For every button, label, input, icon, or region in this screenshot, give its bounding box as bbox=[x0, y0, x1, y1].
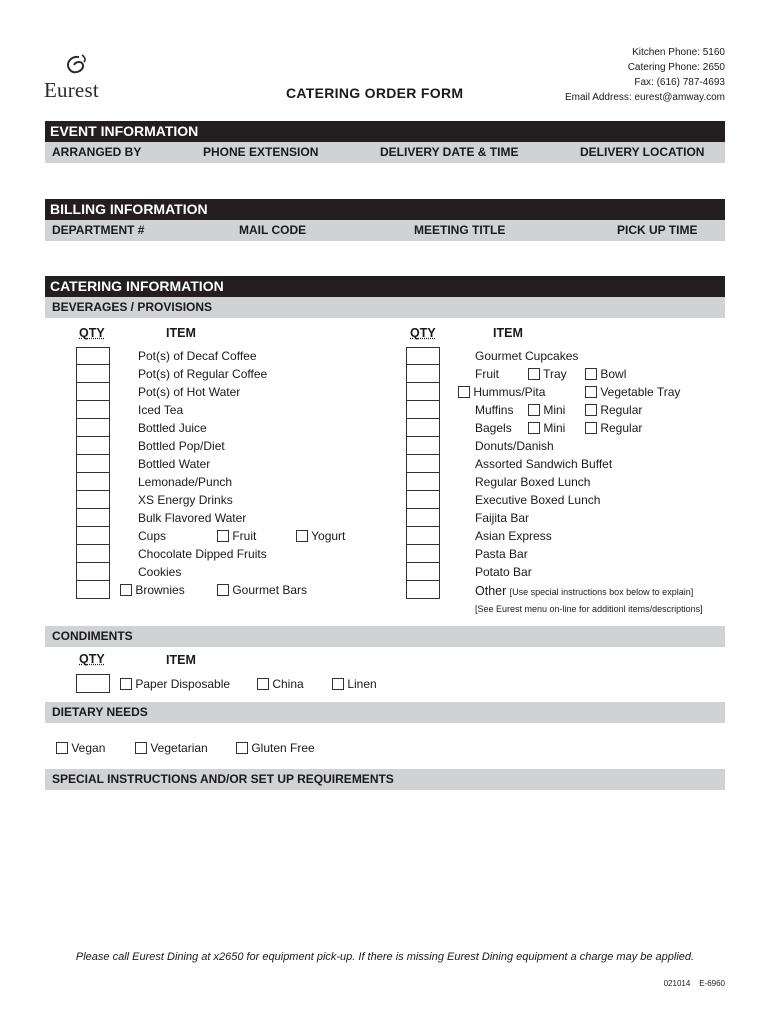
dietary-bar bbox=[45, 702, 725, 723]
checkbox[interactable] bbox=[585, 368, 597, 380]
meeting-title-label: MEETING TITLE bbox=[414, 223, 506, 237]
qty-header-right: QTY bbox=[410, 326, 436, 340]
list-item: Gourmet Cupcakes bbox=[475, 349, 579, 363]
list-item: Lemonade/Punch bbox=[138, 475, 233, 489]
item-header-right: ITEM bbox=[493, 326, 523, 340]
gourmet-bars-option[interactable] bbox=[217, 581, 307, 599]
qty-input[interactable] bbox=[76, 437, 110, 455]
checkbox[interactable] bbox=[217, 584, 229, 596]
list-item: Bulk Flavored Water bbox=[138, 511, 247, 525]
brownies-label: Brownies bbox=[135, 583, 185, 597]
bagels-mini-option[interactable] bbox=[528, 419, 565, 437]
list-item: Pot(s) of Decaf Coffee bbox=[138, 349, 257, 363]
qty-input[interactable] bbox=[406, 383, 440, 401]
list-item: Bottled Juice bbox=[138, 421, 207, 435]
qty-input[interactable] bbox=[76, 365, 110, 383]
left-qty-column bbox=[76, 347, 110, 599]
qty-input[interactable] bbox=[406, 419, 440, 437]
checkbox[interactable] bbox=[120, 584, 132, 596]
linen-label: Linen bbox=[347, 677, 377, 691]
fax: Fax: (616) 787-4693 bbox=[634, 77, 725, 88]
vegetarian-label: Vegetarian bbox=[150, 741, 208, 755]
qty-input[interactable] bbox=[76, 491, 110, 509]
other-label: Other bbox=[475, 584, 507, 598]
qty-input[interactable] bbox=[76, 401, 110, 419]
qty-input[interactable] bbox=[76, 383, 110, 401]
china-label: China bbox=[272, 677, 304, 691]
fruit-tray-option[interactable] bbox=[528, 365, 567, 383]
vegan-label: Vegan bbox=[71, 741, 106, 755]
china-option[interactable] bbox=[257, 677, 304, 691]
qty-input[interactable] bbox=[406, 509, 440, 527]
gluten-free-option[interactable] bbox=[236, 741, 315, 755]
delivery-date-time-label: DELIVERY DATE & TIME bbox=[380, 145, 519, 159]
veg-tray-option[interactable] bbox=[585, 383, 680, 401]
condiments-bar bbox=[45, 626, 725, 647]
list-item: Executive Boxed Lunch bbox=[475, 493, 601, 507]
kitchen-phone: Kitchen Phone: 5160 bbox=[632, 47, 725, 58]
qty-input[interactable] bbox=[76, 545, 110, 563]
qty-input[interactable] bbox=[76, 563, 110, 581]
qty-input[interactable] bbox=[406, 545, 440, 563]
condiments-item-header: ITEM bbox=[166, 653, 196, 667]
special-instructions-bar bbox=[45, 769, 725, 790]
form-title: CATERING ORDER FORM bbox=[286, 85, 464, 101]
list-item: Donuts/Danish bbox=[475, 439, 554, 453]
qty-input[interactable] bbox=[76, 509, 110, 527]
vegetarian-option[interactable] bbox=[135, 741, 208, 755]
list-item: Pot(s) of Hot Water bbox=[138, 385, 241, 399]
checkbox[interactable] bbox=[56, 742, 68, 754]
event-section-header: EVENT INFORMATION bbox=[45, 121, 725, 142]
form-code bbox=[664, 979, 725, 988]
list-item: Cups bbox=[138, 529, 167, 543]
qty-input[interactable] bbox=[76, 527, 110, 545]
list-item: Pot(s) of Regular Coffee bbox=[138, 367, 268, 381]
qty-input[interactable] bbox=[406, 527, 440, 545]
qty-input[interactable] bbox=[406, 401, 440, 419]
email-address: Email Address: eurest@amway.com bbox=[564, 92, 725, 103]
qty-header-left: QTY bbox=[79, 326, 105, 340]
checkbox[interactable] bbox=[458, 386, 470, 398]
qty-input[interactable] bbox=[406, 473, 440, 491]
checkbox[interactable] bbox=[585, 422, 597, 434]
pick-up-time-label: PICK UP TIME bbox=[617, 223, 698, 237]
logo-text: Eurest bbox=[44, 78, 99, 102]
checkbox[interactable] bbox=[217, 530, 229, 542]
list-item: Cookies bbox=[138, 565, 182, 579]
fruit-tray-label: Tray bbox=[543, 367, 567, 381]
checkbox[interactable] bbox=[120, 678, 132, 690]
qty-input[interactable] bbox=[76, 419, 110, 437]
contact-info bbox=[565, 45, 725, 105]
cups-yogurt-option[interactable] bbox=[296, 527, 345, 545]
vegan-option[interactable] bbox=[56, 741, 105, 755]
bagels-regular-option[interactable] bbox=[585, 419, 642, 437]
item-header-left: ITEM bbox=[166, 326, 196, 340]
beverages-bar bbox=[45, 297, 725, 318]
bagels-regular-label: Regular bbox=[600, 421, 643, 435]
list-item: Chocolate Dipped Fruits bbox=[138, 547, 267, 561]
hummus-label: Hummus/Pita bbox=[473, 385, 546, 399]
qty-input[interactable] bbox=[76, 347, 110, 365]
qty-input[interactable] bbox=[406, 437, 440, 455]
qty-input[interactable] bbox=[406, 347, 440, 365]
qty-input[interactable] bbox=[406, 365, 440, 383]
form-code-date: 021014 bbox=[663, 979, 691, 988]
list-item: Bottled Pop/Diet bbox=[138, 439, 225, 453]
dietary-label: DIETARY NEEDS bbox=[52, 705, 148, 719]
checkbox[interactable] bbox=[257, 678, 269, 690]
billing-fields-bar bbox=[45, 220, 725, 241]
list-item: Muffins bbox=[475, 403, 514, 417]
qty-input[interactable] bbox=[76, 455, 110, 473]
list-item: Pasta Bar bbox=[475, 547, 528, 561]
menu-note: [See Eurest menu on-line for additionl items/descriptions] bbox=[475, 604, 703, 614]
paper-disposable-option[interactable] bbox=[120, 677, 230, 691]
checkbox[interactable] bbox=[528, 404, 540, 416]
gourmet-bars-label: Gourmet Bars bbox=[232, 583, 308, 597]
checkbox[interactable] bbox=[585, 404, 597, 416]
catering-section-header: CATERING INFORMATION bbox=[45, 276, 725, 297]
condiments-qty-header: QTY bbox=[79, 652, 105, 666]
brownies-option[interactable] bbox=[120, 581, 185, 599]
checkbox[interactable] bbox=[236, 742, 248, 754]
cups-yogurt-label: Yogurt bbox=[311, 529, 346, 543]
checkbox[interactable] bbox=[528, 368, 540, 380]
list-item: Assorted Sandwich Buffet bbox=[475, 457, 613, 471]
list-item: Fruit bbox=[475, 367, 499, 381]
linen-option[interactable] bbox=[332, 677, 377, 691]
catering-phone: Catering Phone: 2650 bbox=[627, 62, 725, 73]
phone-extension-label: PHONE EXTENSION bbox=[203, 145, 319, 159]
qty-input[interactable] bbox=[406, 491, 440, 509]
checkbox[interactable] bbox=[296, 530, 308, 542]
condiments-label: CONDIMENTS bbox=[52, 629, 133, 643]
condiments-qty-input[interactable] bbox=[76, 674, 110, 693]
qty-input[interactable] bbox=[406, 581, 440, 599]
billing-section-header: BILLING INFORMATION bbox=[45, 199, 725, 220]
other-note: [Use special instructions box below to explain] bbox=[509, 587, 694, 597]
paper-disposable-label: Paper Disposable bbox=[135, 677, 231, 691]
list-item: Asian Express bbox=[475, 529, 552, 543]
checkbox[interactable] bbox=[332, 678, 344, 690]
event-fields-bar bbox=[45, 142, 725, 163]
checkbox[interactable] bbox=[135, 742, 147, 754]
muffins-regular-option[interactable] bbox=[585, 401, 642, 419]
list-item: Bottled Water bbox=[138, 457, 211, 471]
list-item: Bagels bbox=[475, 421, 512, 435]
footer-note: Please call Eurest Dining at x2650 for equipment pick-up. If there is missing Eurest Dining equipment a charge may be applied. bbox=[75, 951, 695, 963]
other-item bbox=[475, 582, 693, 600]
fruit-bowl-option[interactable] bbox=[585, 365, 626, 383]
special-instructions-label: SPECIAL INSTRUCTIONS AND/OR SET UP REQUIREMENTS bbox=[52, 772, 394, 786]
qty-input[interactable] bbox=[76, 473, 110, 491]
qty-input[interactable] bbox=[76, 581, 110, 599]
muffins-regular-label: Regular bbox=[600, 403, 643, 417]
list-item: Iced Tea bbox=[138, 403, 184, 417]
veg-tray-label: Vegetable Tray bbox=[600, 385, 681, 399]
cups-fruit-option[interactable] bbox=[217, 527, 256, 545]
mail-code-label: MAIL CODE bbox=[239, 223, 307, 237]
right-qty-column bbox=[406, 347, 440, 599]
muffins-mini-label: Mini bbox=[543, 403, 566, 417]
delivery-location-label: DELIVERY LOCATION bbox=[580, 145, 705, 159]
special-instructions-area[interactable] bbox=[45, 792, 725, 942]
list-item: Potato Bar bbox=[475, 565, 532, 579]
cups-fruit-label: Fruit bbox=[232, 529, 257, 543]
fruit-bowl-label: Bowl bbox=[600, 367, 627, 381]
list-item: XS Energy Drinks bbox=[138, 493, 233, 507]
muffins-mini-option[interactable] bbox=[528, 401, 565, 419]
beverages-provisions-label: BEVERAGES / PROVISIONS bbox=[52, 300, 213, 314]
arranged-by-label: ARRANGED BY bbox=[52, 145, 142, 159]
checkbox[interactable] bbox=[528, 422, 540, 434]
form-code-number: E-6960 bbox=[699, 979, 725, 988]
hummus-option[interactable] bbox=[458, 383, 545, 401]
department-label: DEPARTMENT # bbox=[52, 223, 145, 237]
list-item: Regular Boxed Lunch bbox=[475, 475, 591, 489]
eurest-logo bbox=[44, 54, 110, 102]
qty-input[interactable] bbox=[406, 563, 440, 581]
gluten-free-label: Gluten Free bbox=[251, 741, 315, 755]
list-item: Faijita Bar bbox=[475, 511, 530, 525]
bagels-mini-label: Mini bbox=[543, 421, 566, 435]
qty-input[interactable] bbox=[406, 455, 440, 473]
checkbox[interactable] bbox=[585, 386, 597, 398]
